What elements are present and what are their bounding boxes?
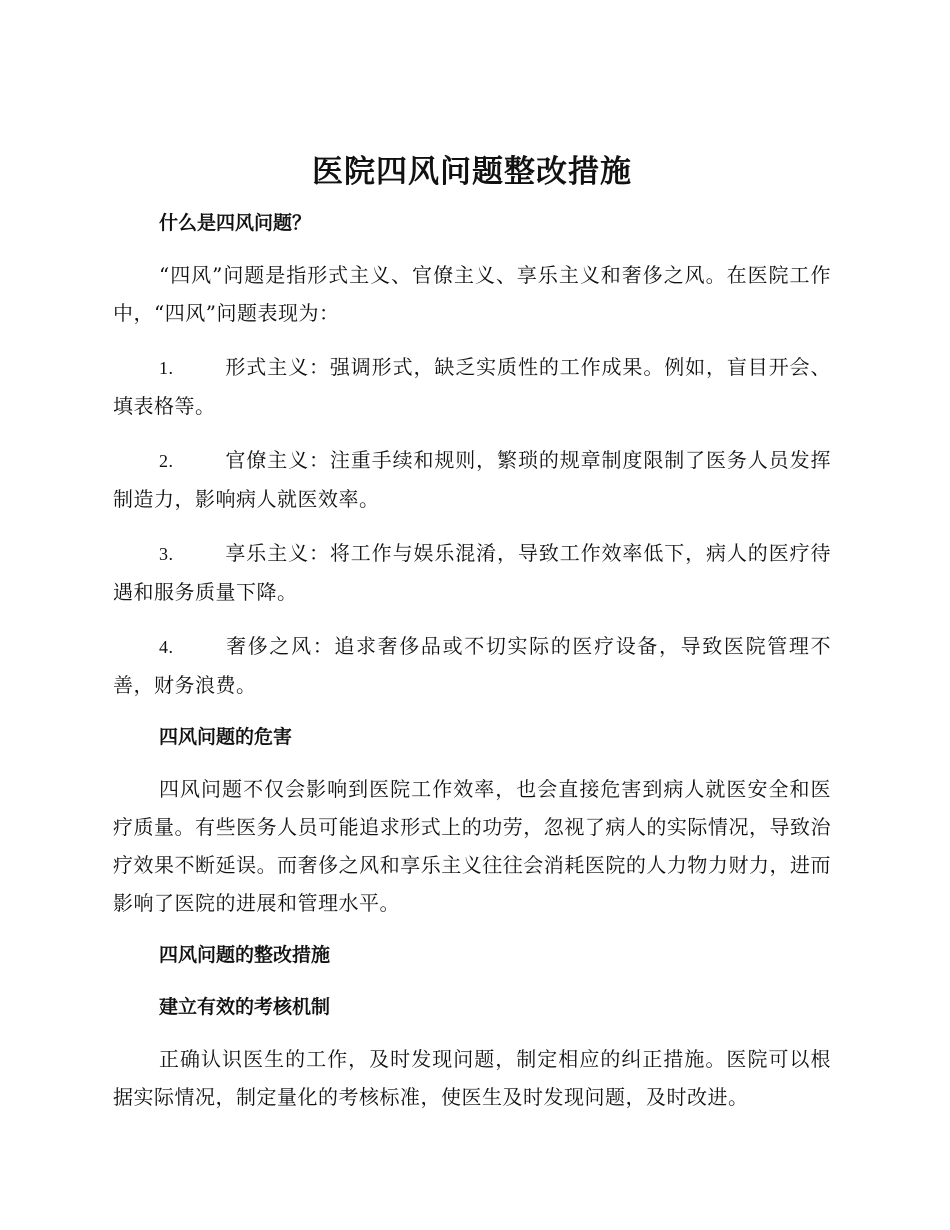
- list-text: 形式主义：强调形式，缺乏实质性的工作成果。例如，盲目开会、填表格等。: [113, 355, 831, 418]
- document-body: [113, 148, 831, 1116]
- assessment-paragraph: 正确认识医生的工作，及时发现问题，制定相应的纠正措施。医院可以根据实际情况，制定量化的考核标准，使医生及时发现问题，及时改进。: [113, 1047, 831, 1109]
- section-heading-measures: 四风问题的整改措施: [159, 944, 331, 966]
- harm-paragraph: 四风问题不仅会影响到医院工作效率，也会直接危害到病人就医安全和医疗质量。有些医务人员可能追求形式上的功劳，忽视了病人的实际情况，导致治疗效果不断延误。而奢侈之风和享乐主义往往会消耗医院的人力物力财力，进而影响了医院的进展和管理水平。: [113, 777, 831, 915]
- list-item: [113, 441, 831, 518]
- subsection-heading-assessment: 建立有效的考核机制: [159, 996, 331, 1018]
- list-item: [113, 627, 831, 704]
- list-text: 官僚主义：注重手续和规则，繁琐的规章制度限制了医务人员发挥制造力，影响病人就医效率。: [113, 448, 831, 511]
- list-text: 奢侈之风：追求奢侈品或不切实际的医疗设备，导致医院管理不善，财务浪费。: [113, 634, 831, 697]
- intro-paragraph: “四风”问题是指形式主义、官僚主义、享乐主义和奢侈之风。在医院工作中，“四风”问题表现为：: [113, 263, 831, 325]
- list-number: 1.: [159, 358, 174, 378]
- list-number: 3.: [159, 544, 174, 564]
- section-heading-harm: 四风问题的危害: [159, 726, 293, 748]
- section-heading-what-is: 什么是四风问题？: [159, 212, 312, 234]
- list-text: 享乐主义：将工作与娱乐混淆，导致工作效率低下，病人的医疗待遇和服务质量下降。: [113, 541, 831, 604]
- document-title: 医院四风问题整改措施: [312, 154, 632, 190]
- list-item: [113, 348, 831, 425]
- list-number: 4.: [159, 637, 174, 657]
- list-number: 2.: [159, 451, 174, 471]
- list-item: [113, 534, 831, 611]
